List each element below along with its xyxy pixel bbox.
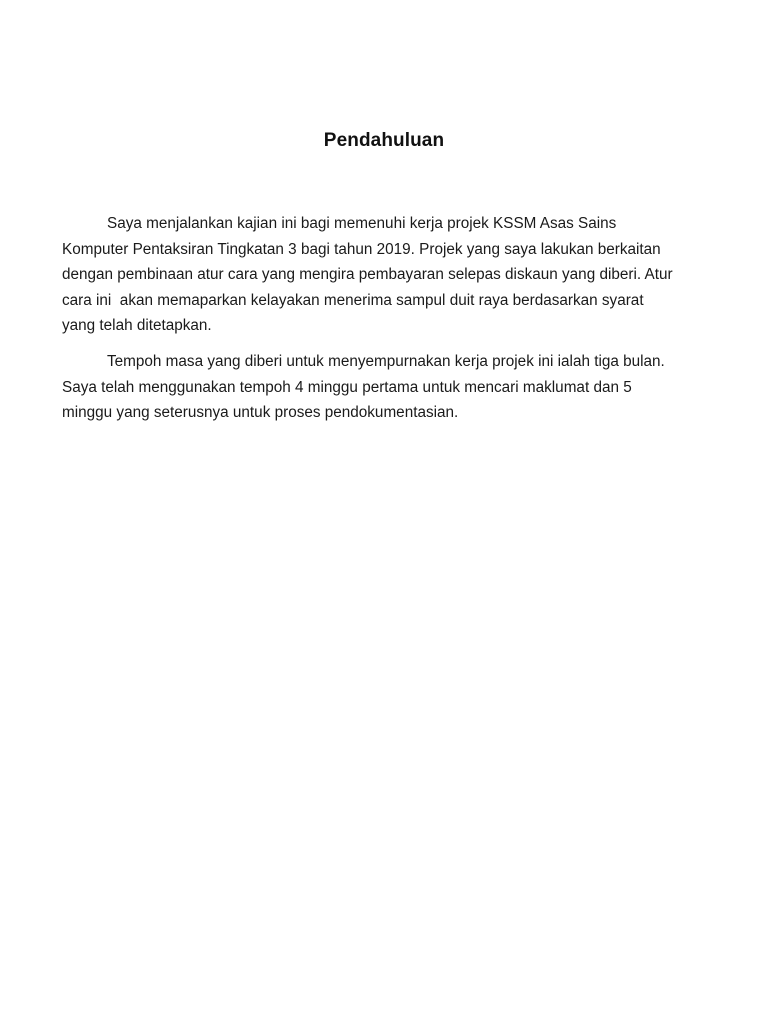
- document-body: [62, 211, 716, 426]
- paragraph-2-line-2: Saya telah menggunakan tempoh 4 minggu pertama untuk mencari maklumat dan 5: [62, 378, 632, 396]
- paragraph-1-line-3: dengan pembinaan atur cara yang mengira pembayaran selepas diskaun yang diberi. Atur: [62, 266, 673, 284]
- paragraph-1: [62, 211, 716, 339]
- paragraph-1-line-5: yang telah ditetapkan.: [62, 317, 212, 335]
- page-title: Pendahuluan: [323, 130, 445, 151]
- paragraph-2: [62, 349, 716, 426]
- paragraph-1-line-1: Saya menjalankan kajian ini bagi memenuhi kerja projek KSSM Asas Sains: [107, 215, 617, 232]
- paragraph-1-line-2: Komputer Pentaksiran Tingkatan 3 bagi tahun 2019. Projek yang saya lakukan berkaitan: [62, 240, 661, 258]
- paragraph-1-line-4: cara ini akan memaparkan kelayakan menerima sampul duit raya berdasarkan syarat: [62, 291, 644, 309]
- paragraph-2-line-1: Tempoh masa yang diberi untuk menyempurnakan kerja projek ini ialah tiga bulan.: [107, 352, 665, 370]
- paragraph-2-line-3: minggu yang seterusnya untuk proses pendokumentasian.: [62, 404, 459, 422]
